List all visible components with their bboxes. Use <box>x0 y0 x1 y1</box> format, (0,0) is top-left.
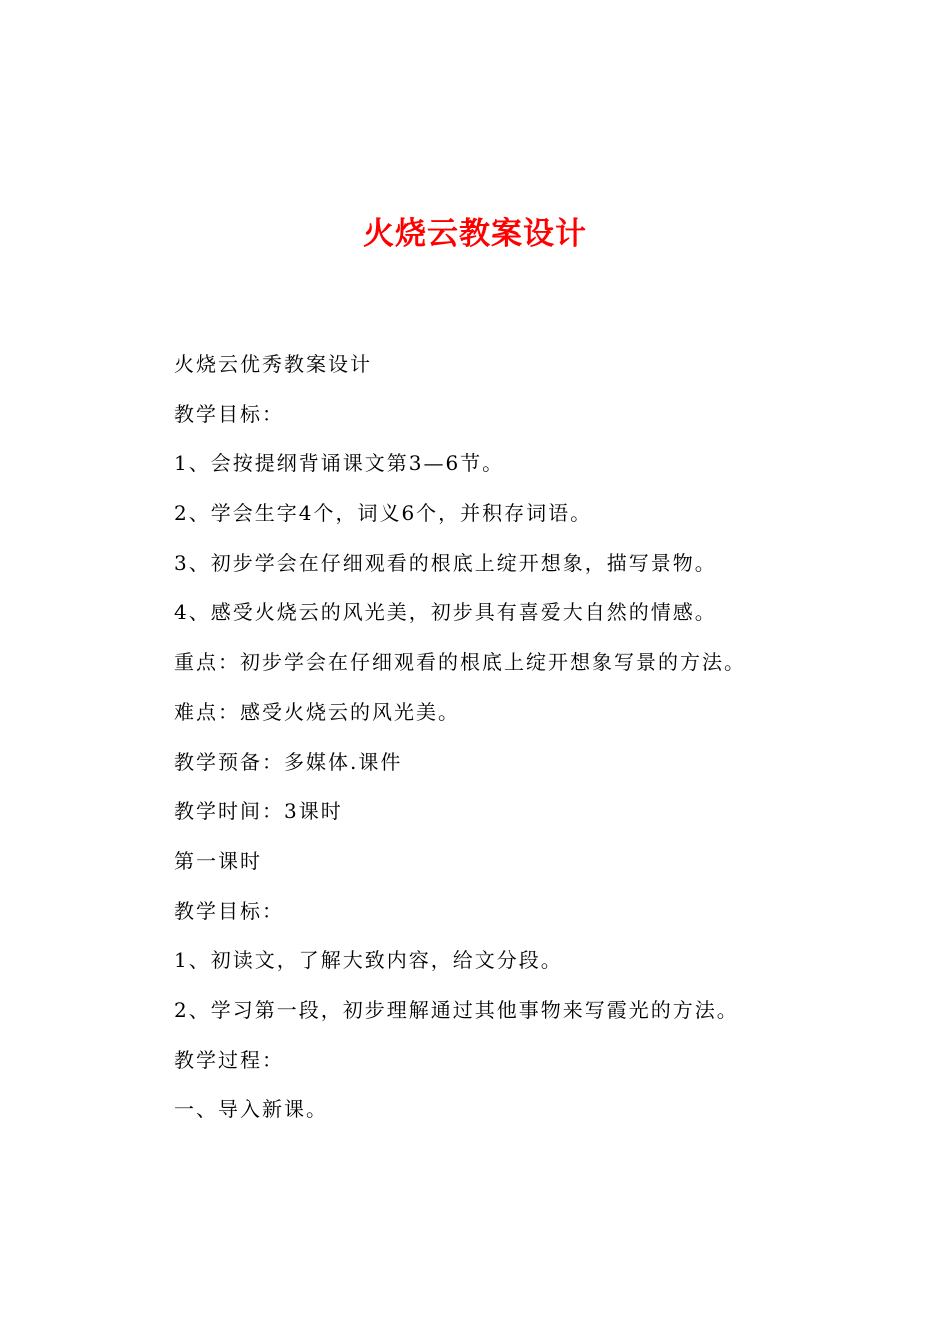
paragraph: 难点：感受火烧云的风光美。 <box>174 699 460 724</box>
paragraph: 教学过程： <box>174 1047 284 1072</box>
document-body <box>174 349 814 1144</box>
paragraph: 教学时间：3课时 <box>174 799 343 824</box>
paragraph: 一、导入新课。 <box>174 1097 328 1122</box>
paragraph: 1、初读文，了解大致内容，给文分段。 <box>174 948 563 973</box>
paragraph: 火烧云优秀教案设计 <box>174 352 372 376</box>
paragraph: 1、会按提纲背诵课文第3—6节。 <box>174 451 505 476</box>
paragraph: 第一课时 <box>174 848 262 873</box>
paragraph: 教学预备：多媒体.课件 <box>174 749 403 774</box>
paragraph: 2、学会生字4个，词义6个，并积存词语。 <box>174 501 593 526</box>
paragraph: 2、学习第一段，初步理解通过其他事物来写霞光的方法。 <box>174 997 739 1022</box>
paragraph: 3、初步学会在仔细观看的根底上绽开想象，描写景物。 <box>174 550 717 575</box>
paragraph: 教学目标： <box>174 401 284 426</box>
paragraph: 4、感受火烧云的风光美，初步具有喜爱大自然的情感。 <box>174 600 717 625</box>
paragraph: 教学目标： <box>174 898 284 923</box>
document-title: 火烧云教案设计 <box>363 216 587 252</box>
paragraph: 重点：初步学会在仔细观看的根底上绽开想象写景的方法。 <box>174 650 746 675</box>
